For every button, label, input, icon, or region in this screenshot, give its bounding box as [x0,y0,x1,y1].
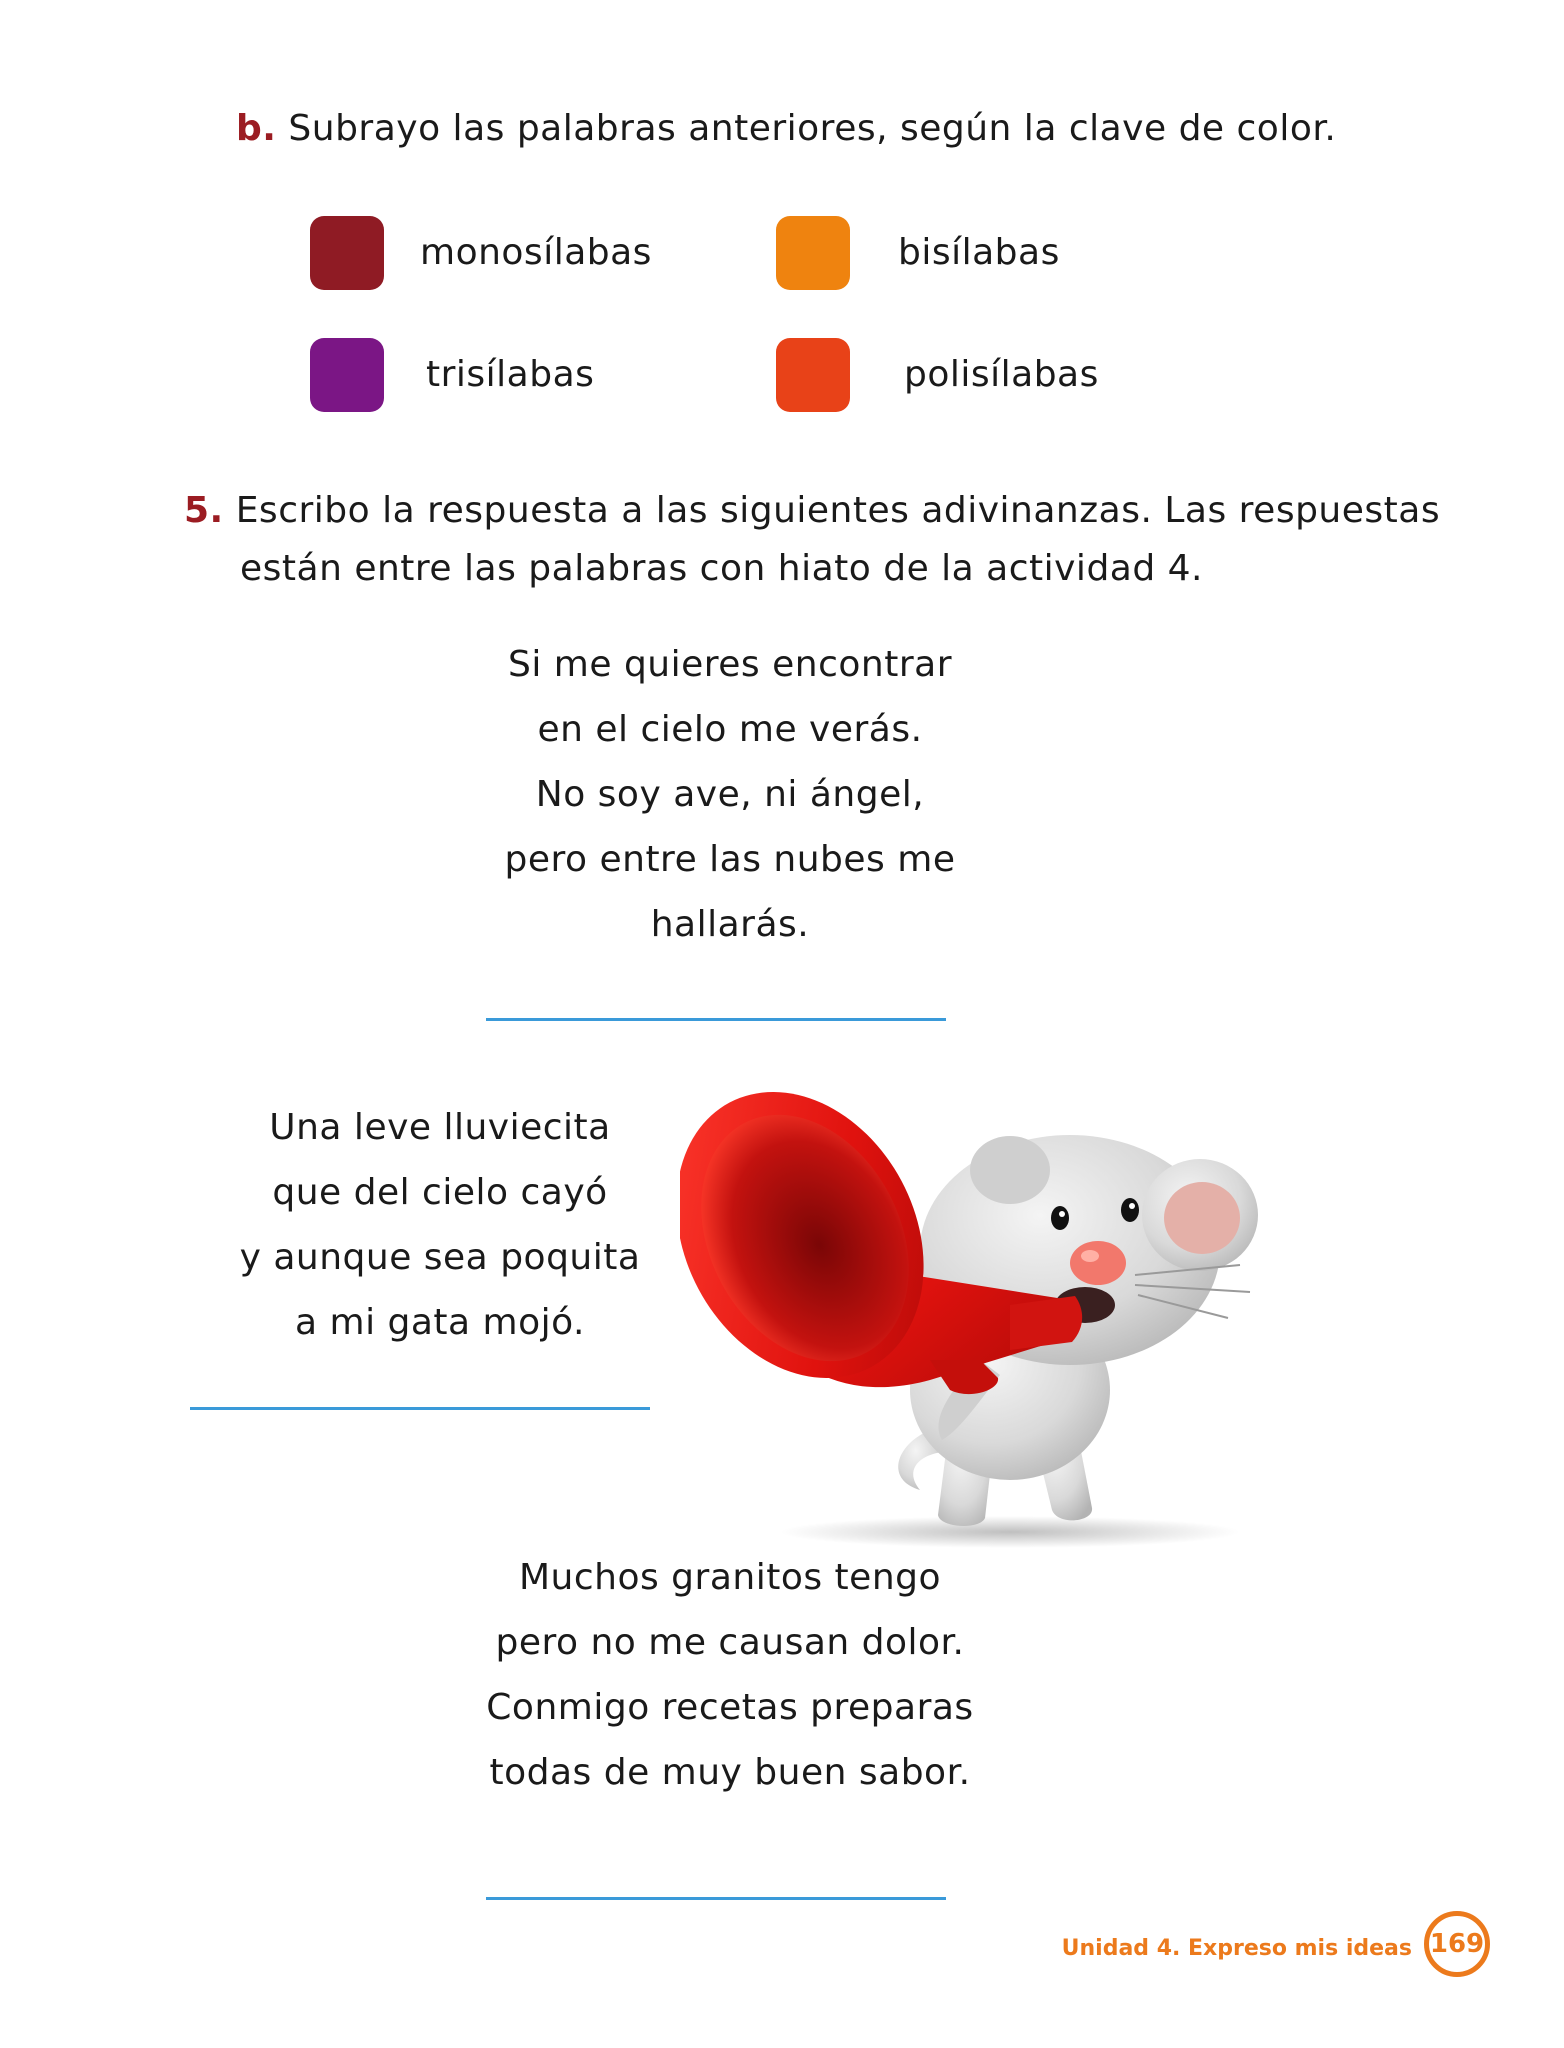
riddle-line: pero entre las nubes me [504,839,956,880]
key-label-polisilabas: polisílabas [904,354,1099,395]
riddle-line: Conmigo recetas preparas [486,1687,974,1728]
riddle-2 [140,1095,740,1355]
activity-5-instruction [184,482,1440,598]
answer-line-1[interactable] [486,1018,946,1021]
section-b-marker: b. [236,108,277,149]
riddle-line: pero no me causan dolor. [495,1622,965,1663]
key-label-monosilabas: monosílabas [420,232,652,273]
riddle-line: hallarás. [650,904,810,945]
swatch-trisilabas [310,338,384,412]
answer-line-2[interactable] [190,1407,650,1410]
cat-with-megaphone-icon [680,1060,1320,1550]
swatch-polisilabas [776,338,850,412]
section-b-instruction [236,100,1336,158]
riddle-line: No soy ave, ni ángel, [535,774,925,815]
riddle-line: Si me quieres encontrar [507,644,952,685]
riddle-line: y aunque sea poquita [239,1237,641,1278]
footer-unit-title: Unidad 4. Expreso mis ideas [1061,1936,1412,1961]
section-b-text: Subrayo las palabras anteriores, según la clave de color. [288,108,1337,149]
answer-line-3[interactable] [486,1897,946,1900]
riddle-line: todas de muy buen sabor. [489,1752,971,1793]
page-number: 169 [1424,1911,1490,1977]
activity-5-line2: están entre las palabras con hiato de la actividad 4. [240,548,1203,589]
riddle-3 [430,1545,1030,1805]
activity-5-number: 5. [184,490,224,531]
swatch-monosilabas [310,216,384,290]
riddle-line: Muchos granitos tengo [518,1557,942,1598]
riddle-line: en el cielo me verás. [537,709,923,750]
riddle-line: Una leve lluviecita [269,1107,611,1148]
riddle-line: a mi gata mojó. [295,1302,585,1343]
activity-5-line1: Escribo la respuesta a las siguientes adivinanzas. Las respuestas [235,490,1441,531]
swatch-bisilabas [776,216,850,290]
key-label-trisilabas: trisílabas [426,354,595,395]
riddle-line: que del cielo cayó [272,1172,608,1213]
riddle-1 [430,632,1030,957]
key-label-bisilabas: bisílabas [898,232,1060,273]
